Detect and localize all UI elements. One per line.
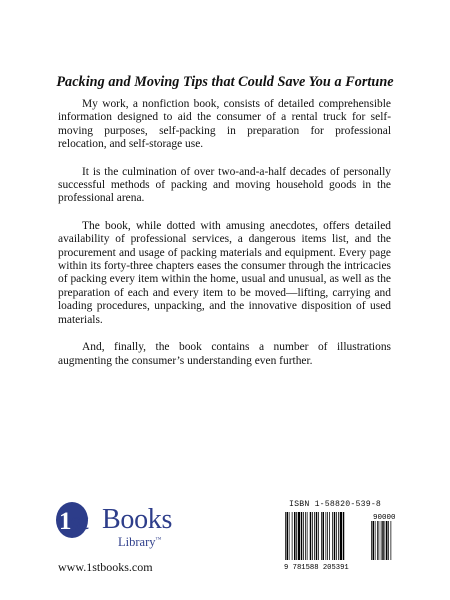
barcode-bar bbox=[321, 512, 322, 560]
barcode-bar bbox=[338, 512, 339, 560]
barcode-addon-bar bbox=[371, 521, 372, 560]
barcode-addon-bar bbox=[388, 521, 389, 560]
blurb-paragraph-3: The book, while dotted with amusing anecdotes, offers detailed availability of professional services, a dangerous items list, and the procurement and usage of packing materials and equipment. Every page within its forty-three chapters eases the consumer through the intricacies of packing every item within the home, usual and unusual, as well as the preparation of each and every item to be moved—lifting, carrying and loading procedures, unpacking, and the innovative disposition of used materials. bbox=[58, 219, 391, 326]
barcode-bar bbox=[326, 512, 327, 560]
barcode-bar bbox=[314, 512, 315, 560]
barcode-bar bbox=[332, 512, 333, 560]
barcode-bar bbox=[303, 512, 304, 560]
logo-library-text bbox=[118, 533, 161, 549]
barcode-bar bbox=[298, 512, 300, 560]
barcode-price-code: 90000 bbox=[373, 514, 396, 522]
barcode-addon-bar bbox=[385, 521, 386, 560]
barcode-addon-bar bbox=[391, 521, 392, 560]
barcode-number: 9 781588 205391 bbox=[284, 564, 349, 572]
barcode-bar bbox=[323, 512, 325, 560]
blurb-text bbox=[58, 98, 391, 382]
barcode-bar bbox=[289, 512, 290, 560]
barcode-bar bbox=[294, 512, 296, 560]
barcode-addon-bar bbox=[375, 521, 376, 560]
barcode-bar bbox=[301, 512, 303, 560]
barcode-addon-bar bbox=[386, 521, 388, 560]
barcode-addon-bar bbox=[377, 521, 378, 560]
barcode-bar bbox=[327, 512, 328, 560]
barcode-bar bbox=[329, 512, 330, 560]
publisher-website: www.1stbooks.com bbox=[58, 560, 153, 574]
isbn-barcode-block bbox=[283, 500, 403, 574]
barcode-addon-bar bbox=[382, 521, 384, 560]
barcode-bar bbox=[334, 512, 336, 560]
barcode-bar bbox=[305, 512, 306, 560]
logo-suffix: st bbox=[71, 508, 89, 535]
barcode-bar bbox=[318, 512, 319, 560]
logo-books-text: Books bbox=[102, 504, 173, 535]
barcode-bar bbox=[296, 512, 297, 560]
barcode-bar bbox=[285, 512, 286, 560]
barcode-addon-bar bbox=[381, 521, 382, 560]
publisher-logo bbox=[56, 502, 186, 566]
logo-library-word: Library bbox=[118, 535, 156, 550]
barcode-addon-bar bbox=[373, 521, 375, 560]
logo-number: 1 bbox=[59, 508, 71, 535]
barcode-graphic bbox=[283, 512, 403, 574]
barcode-bar bbox=[316, 512, 318, 560]
logo-1st bbox=[59, 508, 88, 536]
barcode-bar bbox=[343, 512, 345, 560]
blurb-paragraph-4: And, finally, the book contains a number of illustrations augmenting the consumer’s understanding even further. bbox=[58, 341, 391, 367]
barcode-addon-bar bbox=[379, 521, 380, 560]
barcode-bar bbox=[340, 512, 342, 560]
barcode-bar bbox=[292, 512, 293, 560]
barcode-bar bbox=[310, 512, 312, 560]
barcode-bar bbox=[336, 512, 337, 560]
isbn-label: ISBN 1-58820-539-8 bbox=[289, 500, 382, 509]
logo-trademark: ™ bbox=[155, 537, 162, 543]
blurb-paragraph-2: It is the culmination of over two-and-a-half decades of personally successful methods of packing and moving household goods in the professional arena. bbox=[58, 165, 391, 205]
barcode-bar bbox=[307, 512, 308, 560]
blurb-paragraph-1: My work, a nonfiction book, consists of detailed comprehensible information designed to aid the consumer of a rental truck for self-moving purposes, self-packing in preparation for professional relocation, and self-storage use. bbox=[58, 98, 391, 151]
barcode-bar bbox=[312, 512, 313, 560]
barcode-bar bbox=[287, 512, 289, 560]
back-cover-title: Packing and Moving Tips that Could Save You a Fortune bbox=[56, 74, 394, 90]
